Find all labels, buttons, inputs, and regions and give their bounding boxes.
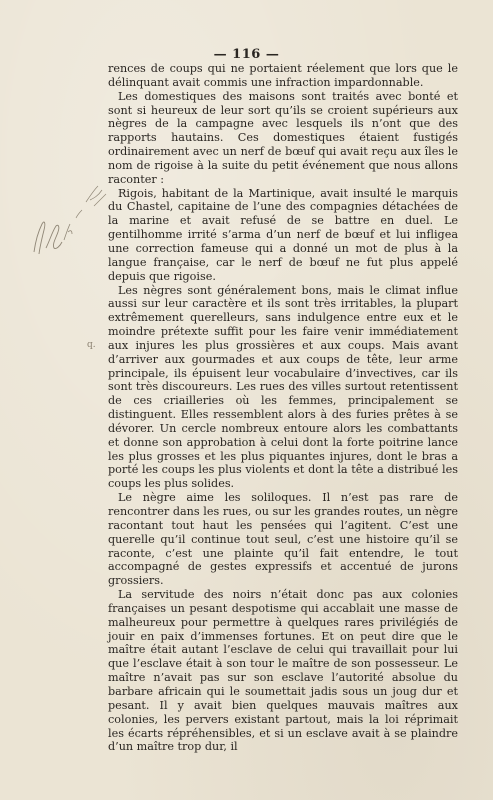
paragraph: Les domestiques des maisons sont traités avec bonté et sont si heureux de leur sort qu’ils se croient supérieurs aux nègres de la campagne avec lesquels ils n’ont que des rapports hautains. Ces domestiques étaient fustigés ordinairement avec un nerf de bœuf qui avait reçu aux îles le nom de rigoise à la suite du petit événement que nous allons raconter : <box>108 89 458 186</box>
paragraph: Rigois, habitant de la Martinique, avait insulté le marquis du Chastel, capitaine de l’une des compagnies détachées de la marine et avait refusé de se battre en duel. Le gentilhomme irrité s’arma d’un nerf de bœuf et lui infligea une correction fameuse qui a donné un mot de plus à la langue française, car le nerf de bœuf ne fut plus appelé depuis que rigoise. <box>108 186 458 283</box>
pencil-annotation-icon <box>6 160 116 280</box>
page-number: — 116 — <box>213 47 280 62</box>
paragraph: Les nègres sont généralement bons, mais le climat influe aussi sur leur caractère et ils sont très irritables, la plupart extrêmement querelleurs, sans indulgence entre eux et le moindre prétexte suffit pour les faire venir immédiatement aux injures les plus grossières et aux coups. Mais avant d’arriver aux gourmades et aux coups de tête, leur arme principale, ils épuisent leur vocabulaire d’invectives, car ils sont très discoureurs. Les rues des villes surtout retentissent de ces criailleries où les femmes, principalement se distinguent. Elles ressemblent alors à des furies prêtes à se dévorer. Un cercle nombreux entoure alors les combattants et donne son approbation à celui dont la forte poitrine lance les plus grosses et les plus piquantes injures, dont le bras a porté les coups les plus violents et dont la tête a distribué les coups les plus solides. <box>108 283 458 491</box>
body-text <box>108 62 458 754</box>
paragraph: rences de coups qui ne portaient réelement que lors que le délinquant avait commis une infraction impardonnable. <box>108 62 458 89</box>
margin-mark: q. <box>87 340 96 350</box>
paragraph: La servitude des noirs n’était donc pas aux colonies françaises un pesant despotisme qui accablait une masse de malheureux pour permettre à quelques rares privilégiés de jouir en paix d’immenses fortunes. Et on peut dire que le maître était autant l’esclave de celui qui travaillait pour lui que l’esclave était à son tour le maître de son possesseur. Le maître n’avait pas sur son esclave l’autorité absolue du barbare africain qui le soumettait jadis sous un joug dur et pesant. Il y avait bien quelques mauvais maîtres aux colonies, les pervers existant partout, mais la loi réprimait les écarts répréhensibles, et si un esclave avait à se plaindre d’un maître trop dur, il <box>108 588 458 754</box>
margin-handwriting <box>6 160 116 280</box>
paragraph: Le nègre aime les soliloques. Il n’est pas rare de rencontrer dans les rues, ou sur les grandes routes, un nègre racontant tout haut les pensées qui l’agitent. C’est une querelle qu’il continue tout seul, c’est une histoire qu’il se raconte, c’est une plainte qu’il fait entendre, le tout accompagné de gestes expressifs et accentué de jurons grossiers. <box>108 491 458 588</box>
